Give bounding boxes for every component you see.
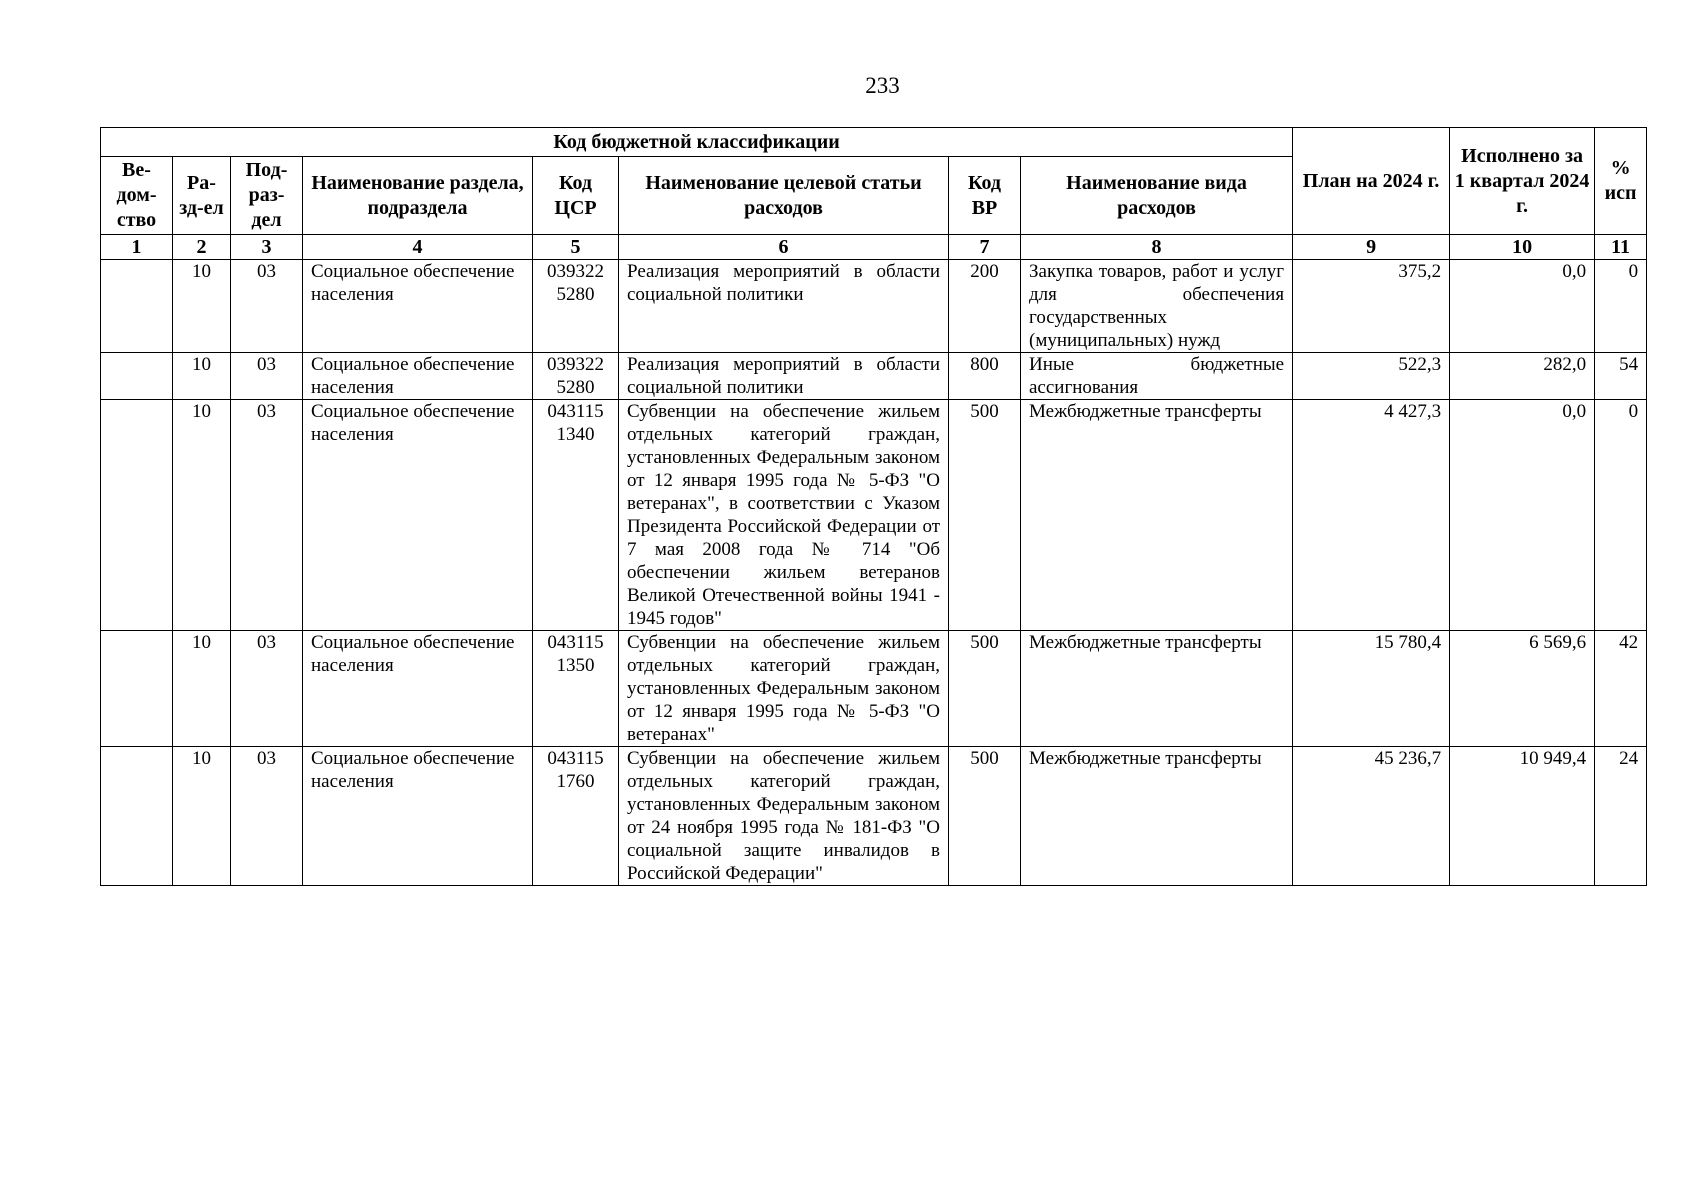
budget-table	[100, 127, 1647, 886]
cell-razdel: 10	[173, 353, 231, 400]
cell-vedomstvo	[101, 747, 173, 886]
col-number: 2	[173, 235, 231, 260]
cell-podrazdel: 03	[231, 353, 303, 400]
cell-percent: 0	[1595, 260, 1647, 353]
cell-csr: 043115 1340	[533, 400, 619, 631]
cell-csr-name: Реализация мероприятий в области социальной политики	[619, 353, 949, 400]
col-header-vr-name: Наименование вида расходов	[1021, 157, 1293, 235]
cell-percent: 0	[1595, 400, 1647, 631]
cell-csr-name: Субвенции на обеспечение жильем отдельных категорий граждан, установленных Федеральным законом от 12 января 1995 года № 5-ФЗ "О ветеранах"	[619, 631, 949, 747]
table-row	[101, 747, 1647, 886]
col-number: 5	[533, 235, 619, 260]
cell-razdel: 10	[173, 260, 231, 353]
table-row	[101, 400, 1647, 631]
col-number: 1	[101, 235, 173, 260]
cell-executed: 10 949,4	[1450, 747, 1595, 886]
cell-csr: 039322 5280	[533, 260, 619, 353]
cell-executed: 282,0	[1450, 353, 1595, 400]
cell-razdel-name: Социальное обеспечение населения	[303, 260, 533, 353]
col-number: 11	[1595, 235, 1647, 260]
col-header-executed: Исполнено за 1 квартал 2024 г.	[1450, 128, 1595, 235]
cell-razdel: 10	[173, 631, 231, 747]
cell-podrazdel: 03	[231, 747, 303, 886]
cell-vr: 500	[949, 747, 1021, 886]
cell-plan: 522,3	[1293, 353, 1450, 400]
cell-vr-name: Иные бюджетные ассигнования	[1021, 353, 1293, 400]
col-header-percent: % исп	[1595, 128, 1647, 235]
cell-percent: 24	[1595, 747, 1647, 886]
cell-vr-name: Закупка товаров, работ и услуг для обеспечения государственных (муниципальных) нужд	[1021, 260, 1293, 353]
cell-razdel: 10	[173, 400, 231, 631]
cell-executed: 6 569,6	[1450, 631, 1595, 747]
cell-plan: 45 236,7	[1293, 747, 1450, 886]
cell-csr-name: Реализация мероприятий в области социальной политики	[619, 260, 949, 353]
cell-podrazdel: 03	[231, 260, 303, 353]
col-header-razdel-name: Наименование раздела, подраздела	[303, 157, 533, 235]
col-number: 10	[1450, 235, 1595, 260]
col-number: 6	[619, 235, 949, 260]
cell-vedomstvo	[101, 631, 173, 747]
col-header-plan: План на 2024 г.	[1293, 128, 1450, 235]
cell-podrazdel: 03	[231, 631, 303, 747]
cell-razdel-name: Социальное обеспечение населения	[303, 400, 533, 631]
cell-vr: 500	[949, 631, 1021, 747]
cell-vr-name: Межбюджетные трансферты	[1021, 747, 1293, 886]
cell-csr: 043115 1350	[533, 631, 619, 747]
cell-csr-name: Субвенции на обеспечение жильем отдельных категорий граждан, установленных Федеральным законом от 24 ноября 1995 года № 181-ФЗ "О социальной защите инвалидов в Российской Федерации"	[619, 747, 949, 886]
cell-plan: 4 427,3	[1293, 400, 1450, 631]
cell-csr: 039322 5280	[533, 353, 619, 400]
cell-vr-name: Межбюджетные трансферты	[1021, 400, 1293, 631]
col-number: 7	[949, 235, 1021, 260]
cell-vedomstvo	[101, 400, 173, 631]
col-header-vr: Код ВР	[949, 157, 1021, 235]
cell-plan: 375,2	[1293, 260, 1450, 353]
cell-razdel-name: Социальное обеспечение населения	[303, 747, 533, 886]
page-number: 233	[865, 73, 900, 98]
cell-vedomstvo	[101, 260, 173, 353]
cell-vr: 800	[949, 353, 1021, 400]
cell-razdel-name: Социальное обеспечение населения	[303, 353, 533, 400]
table-row	[101, 260, 1647, 353]
col-header-vedomstvo: Ве-дом-ство	[101, 157, 173, 235]
col-number: 9	[1293, 235, 1450, 260]
col-number: 8	[1021, 235, 1293, 260]
group-header: Код бюджетной классификации	[101, 128, 1293, 157]
cell-vedomstvo	[101, 353, 173, 400]
col-header-razdel: Ра-зд-ел	[173, 157, 231, 235]
table-row	[101, 631, 1647, 747]
col-number: 3	[231, 235, 303, 260]
cell-razdel-name: Социальное обеспечение населения	[303, 631, 533, 747]
col-header-csr-name: Наименование целевой статьи расходов	[619, 157, 949, 235]
table-row	[101, 353, 1647, 400]
col-number: 4	[303, 235, 533, 260]
cell-percent: 54	[1595, 353, 1647, 400]
cell-executed: 0,0	[1450, 400, 1595, 631]
cell-csr: 043115 1760	[533, 747, 619, 886]
col-header-podrazdel: Под-раз-дел	[231, 157, 303, 235]
cell-csr-name: Субвенции на обеспечение жильем отдельных категорий граждан, установленных Федеральным законом от 12 января 1995 года № 5-ФЗ "О ветеранах", в соответствии с Указом Президента Российской Федерации от 7 мая 2008 года № 714 "Об обеспечении жильем ветеранов Великой Отечественной войны 1941 - 1945 годов"	[619, 400, 949, 631]
cell-percent: 42	[1595, 631, 1647, 747]
cell-vr: 500	[949, 400, 1021, 631]
col-header-csr: Код ЦСР	[533, 157, 619, 235]
cell-executed: 0,0	[1450, 260, 1595, 353]
cell-vr: 200	[949, 260, 1021, 353]
cell-razdel: 10	[173, 747, 231, 886]
cell-plan: 15 780,4	[1293, 631, 1450, 747]
cell-vr-name: Межбюджетные трансферты	[1021, 631, 1293, 747]
cell-podrazdel: 03	[231, 400, 303, 631]
